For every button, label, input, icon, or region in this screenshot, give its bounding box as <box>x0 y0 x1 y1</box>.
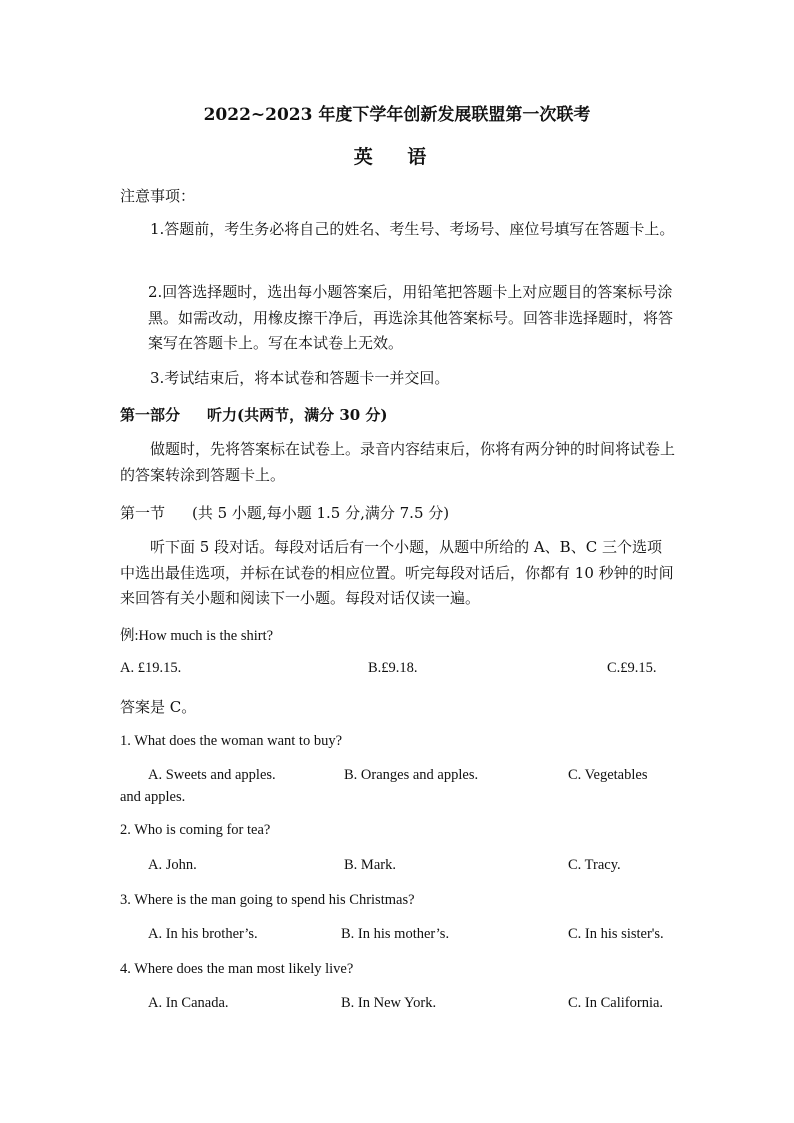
part1-title: 听力(共两节，满分 30 分) <box>207 406 388 424</box>
question-2-option-c: C. Tracy. <box>568 857 621 873</box>
question-2-stem: 2. Who is coming for tea? <box>120 822 271 838</box>
question-1-option-c: C. Vegetables <box>568 767 648 783</box>
question-1-stem: 1. What does the woman want to buy? <box>120 733 343 749</box>
question-3-option-c: C. In his sister's. <box>568 926 664 942</box>
part1-label: 第一部分 <box>120 406 181 424</box>
section1-title: (共 5 小题,每小题 1.5 分,满分 7.5 分) <box>192 504 450 522</box>
example-option-c: C.£9.15. <box>607 660 657 676</box>
question-4-stem: 4. Where does the man most likely live? <box>120 961 354 977</box>
question-1-option-b: B. Oranges and apples. <box>344 767 479 783</box>
part1-instruction: 做题时，先将答案标在试卷上。录音内容结束后，你将有两分钟的时间将试卷上的答案转涂到答题卡上。 <box>120 440 676 484</box>
question-3-option-a: A. In his brother’s. <box>148 926 258 942</box>
question-3-option-b: B. In his mother’s. <box>341 926 450 942</box>
question-2-option-a: A. John. <box>148 857 197 873</box>
exam-title: 2022~2023 年度下学年创新发展联盟第一次联考 <box>203 105 591 125</box>
section1-instruction: 听下面 5 段对话。每段对话后有一个小题，从题中所给的 A、B、C 三个选项中选出最佳选项，并标在试卷的相应位置。听完每段对话后，你都有 10 秒钟的时间来回答有关小题和阅读下一小题。每段对话仅读一遍。 <box>120 538 674 607</box>
notice-heading: 注意事项： <box>120 187 196 205</box>
notice-item-1: 1.答题前，考生务必将自己的姓名、考生号、考场号、座位号填写在答题卡上。 <box>150 220 675 238</box>
question-1-option-c-wrap: and apples. <box>120 789 186 805</box>
question-4-option-a: A. In Canada. <box>148 995 229 1011</box>
section1-label: 第一节 <box>120 504 166 522</box>
question-4-option-b: B. In New York. <box>341 995 437 1011</box>
subject-title: 英 语 <box>353 146 441 168</box>
question-4-option-c: C. In California. <box>568 995 664 1011</box>
question-2-option-b: B. Mark. <box>344 857 396 873</box>
question-1-option-a: A. Sweets and apples. <box>148 767 276 783</box>
notice-item-2: 2.回答选择题时，选出每小题答案后，用铅笔把答题卡上对应题目的答案标号涂黑。如需改动，用橡皮擦干净后，再选涂其他答案标号。回答非选择题时，将答案写在答题卡上。写在本试卷上无效。 <box>148 283 674 352</box>
question-3-stem: 3. Where is the man going to spend his Christmas? <box>120 892 415 908</box>
example-option-b: B.£9.18. <box>368 660 418 676</box>
example-option-a: A. £19.15. <box>120 660 182 676</box>
example-question: 例:How much is the shirt? <box>120 628 274 644</box>
example-answer: 答案是 C。 <box>120 698 197 716</box>
notice-item-3: 3.考试结束后，将本试卷和答题卡一并交回。 <box>150 369 450 387</box>
